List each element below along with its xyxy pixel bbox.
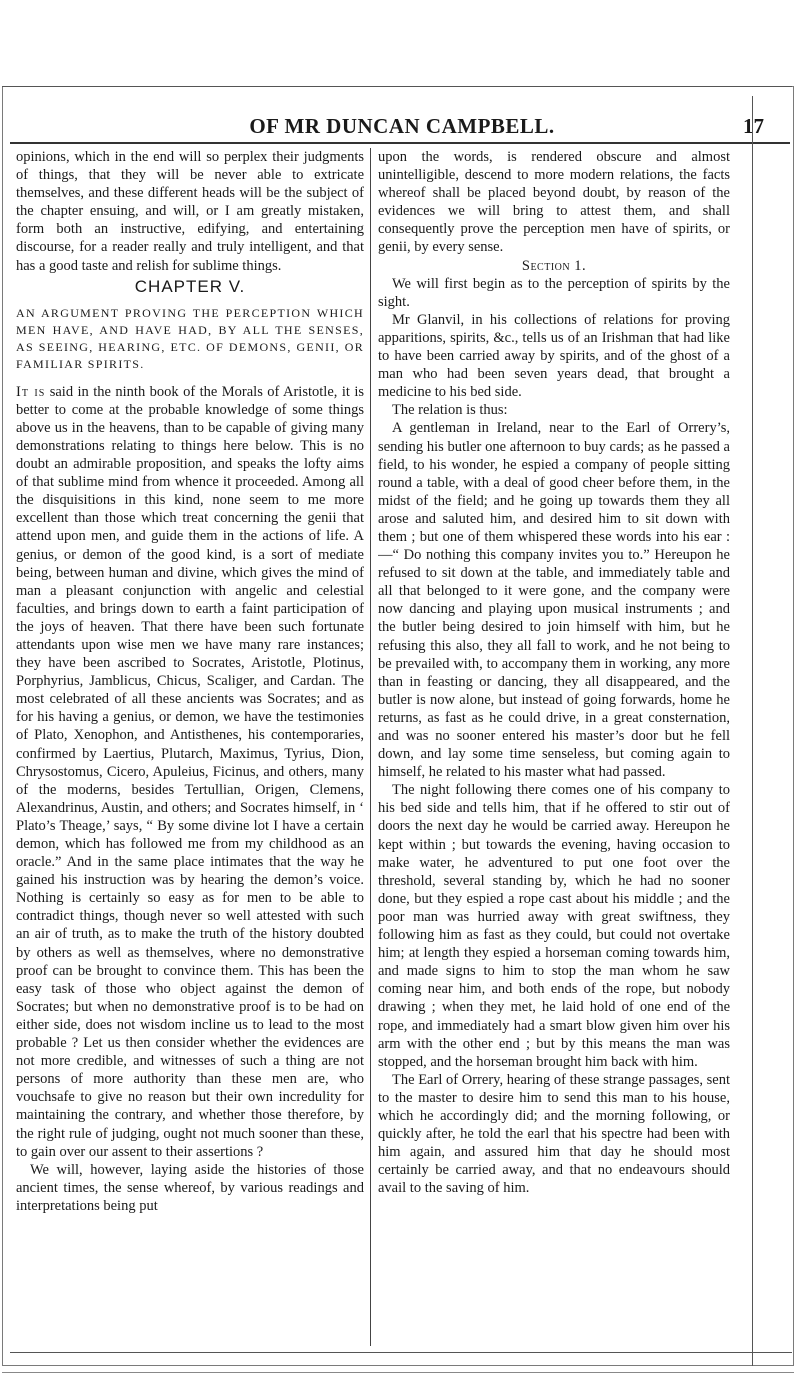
left-column	[16, 148, 364, 1350]
paragraph: The relation is thus:	[392, 402, 508, 419]
bottom-edge-rule	[2, 1372, 794, 1373]
page-header	[6, 114, 798, 144]
lead-words: It is	[16, 383, 46, 400]
paragraph-text: said in the ninth book of the Morals of Aristotle, it is better to come at the probable knowledge of some things above us in the heavens, than to be capable of giving many demonstrations relating to things here below. This is no doubt an admirable proposition, and speaks the lofty aims of that sublime mind from whence it proceeded. Among all the disquisitions in this kind, none seem to me more excellent than those which treat concerning the genii that attend upon men, and guide them in the actions of life. A genius, or demon of the good kind, is a sort of mediate being, between human and divine, which gives the mind of man a pleasant conjunction with angelic and celestial faculties, and brings down to earth a faint participation of the joys of heaven. That there have been such fortunate attendants upon wise men we have many rare instances; they have been ascribed to Socrates, Aristotle, Plotinus, Porphyrius, Jamblicus, Chicus, Scaliger, and Cardan. The most celebrated of all these ancients was Socrates; and as for his having a genius, or demon, we have the testimonies of Plato, Xenophon, and Antisthenes, his contemporaries, confirmed by Laertius, Plutarch, Maximus, Tyrius, Dion, Chrysostomus, Cicero, Apuleius, Ficinus, and others, many of the moderns, besides Tertullian, Origen, Clemens, Alexandrinus, Austin, and others; and Socrates himself, in ‘ Plato’s Theage,’ says, “ By some divine lot I have a certain demon, which has followed me from my childhood as an oracle.” And in the same place intimates that the way he gained his instruction was by hearing the demon’s voice. Nothing is certainly so easy as for men to be able to contradict things, though never so well attested with such an air of truth, as to make the truth of the history doubted by others as well as themselves, where no demonstrative proof can be brought to convince them. This has been the easy task of those who object against the demon of Socrates; but when no demonstrative proof is to be had on either side, does not wisdom incline us to lead to the most probable ? Let us then consider whether the evidences are not more credible, and witnesses of such a thing are not persons of more authority than these men are, who vouchsafe to give no reason but their own incredulity for maintaining the contrary, and whether those therefore, by the right rule of judging, ought not much sooner than these, to gain over our assent to their assertions ?	[16, 383, 364, 1160]
paragraph: We will first begin as to the perception of spirits by the sight.	[378, 275, 730, 310]
column-divider	[370, 148, 371, 1346]
paragraph: A gentleman in Ireland, near to the Earl of Orrery’s, sending his butler one afternoon to buy cards; as he passed a field, to his wonder, he espied a company of people sitting round a table, with a deal of good cheer before them, in the midst of the field; and he going up towards them they all arose and saluted him, and desired him to sit down with them ; but one of them whispered these words into his ear :—“ Do nothing this company invites you to.” Hereupon he refused to sit down at the table, and immediately table and all that belonged to it were gone, and the company were now dancing and playing upon musical instruments ; and the butler being desired to join himself with him, but he refusing this also, they all fall to work, and he not being to be prevailed with, to accompany them in working, any more than in feasting or dancing, they all disappeared, and the butler is now alone, but instead of going forwards, home he returns, as fast as he could drive, in a great consternation, and was no sooner entered his master’s door but he fell down, and lay some time senseless, but coming again to himself, he related to his master what had passed.	[378, 420, 730, 781]
chapter-heading: CHAPTER V.	[134, 276, 246, 296]
header-rule	[10, 142, 790, 144]
right-column	[378, 148, 730, 1350]
top-rule	[2, 86, 792, 87]
paragraph: We will, however, laying aside the histories of those ancient times, the sense whereof, by various readings and interpretations being put	[16, 1161, 364, 1214]
running-title: OF MR DUNCAN CAMPBELL.	[249, 114, 555, 138]
paragraph: The Earl of Orrery, hearing of these strange passages, sent to the master to desire him to send this man to his house, which he accordingly did; and the morning following, or quickly after, he told the earl that his spectre had been with him again, and assured him that day he should most certainly be carried away, and that no endeavours should avail to the saving of him.	[378, 1071, 730, 1197]
right-edge-rule	[752, 96, 753, 1366]
paragraph	[16, 383, 364, 1161]
page-number: 17	[743, 114, 764, 138]
chapter-argument: AN ARGUMENT PROVING THE PERCEPTION WHICH MEN HAVE, AND HAVE HAD, BY ALL THE SENSES, AS SEEING, HEARING, ETC. OF DEMONS, GENII, OR FAMILIAR SPIRITS.	[16, 305, 364, 371]
section-heading: Section 1.	[521, 257, 587, 274]
paragraph: Mr Glanvil, in his collections of relations for proving apparitions, spirits, &c., tells us of an Irishman that had like to have been carried away by spirits, and of the ghost of a man who had been seven years dead, that brought a medicine to his bed side.	[378, 311, 730, 401]
paragraph: opinions, which in the end will so perplex their judgments of things, that they will be never able to extricate themselves, and these different heads will be the subject of the chapter ensuing, and will, or I am greatly mistaken, form both an instructive, edifying, and entertaining discourse, for a reader really and truly intelligent, and that has a good taste and relish for sublime things.	[16, 149, 364, 274]
paragraph: The night following there comes one of his company to his bed side and tells him, that if he offered to stir out of doors the next day he would be carried away. Hereupon he kept within ; but towards the evening, having occasion to make water, he adventured to put one foot over the threshold, several standing by, which he had no sooner done, but they espied a rope cast about his middle ; and the poor man was hurried away with great swiftness, they following him as fast as they could, but could not overtake him; at length they espied a horseman coming towards him, and made signs to him to stop the man whom he saw coming near him, and both ends of the rope, but nobody drawing ; when they met, he laid hold of one end of the rope, and immediately had a smart blow given him over his arm with the other end ; but by this means the man was stopped, and the horseman brought him back with him.	[378, 782, 730, 1070]
bottom-rule	[10, 1352, 792, 1353]
paragraph: upon the words, is rendered obscure and almost unintelligible, descend to more modern relations, the facts whereof shall be placed beyond doubt, by reason of the evidences we will bring to attest them, and shall consequently prove the perception men have of spirits, or genii, by every sense.	[378, 149, 730, 256]
